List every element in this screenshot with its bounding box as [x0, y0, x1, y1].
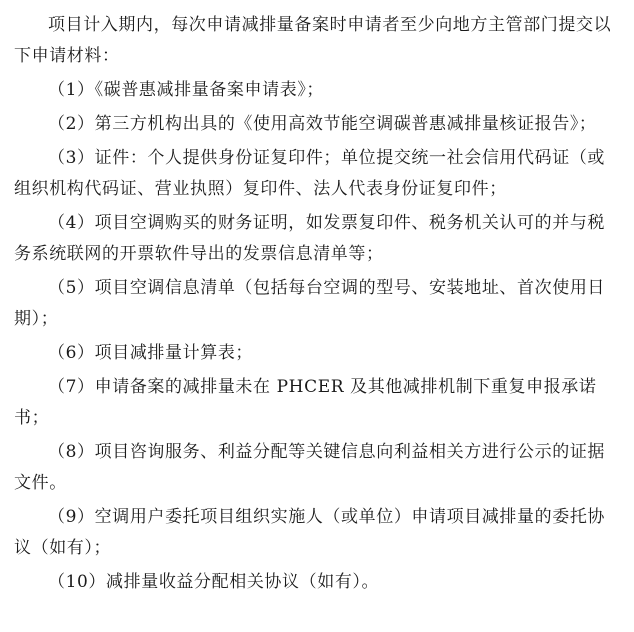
list-item-1: （1）《碳普惠减排量备案申请表》； [48, 80, 325, 100]
list-item-6: （6）项目减排量计算表； [48, 343, 254, 363]
list-item-8: （8）项目咨询服务、利益分配等关键信息向利益相关方进行公示的证据文件。 [14, 442, 606, 493]
list-item-5: （5）项目空调信息清单（包括每台空调的型号、安装地址、首次使用日期）； [14, 278, 606, 329]
list-item-9: （9）空调用户委托项目组织实施人（或单位）申请项目减排量的委托协议（如有）； [14, 507, 606, 558]
list-item-2: （2）第三方机构出具的《使用高效节能空调碳普惠减排量核证报告》； [48, 114, 597, 134]
list-item-3: （3）证件：个人提供身份证复印件；单位提交统一社会信用代码证（或组织机构代码证、营业执照）复印件、法人代表身份证复印件； [14, 148, 606, 199]
list-item-4: （4）项目空调购买的财务证明，如发票复印件、税务机关认可的并与税务系统联网的开票软件导出的发票信息清单等； [14, 213, 606, 264]
intro-paragraph: 项目计入期内，每次申请减排量备案时申请者至少向地方主管部门提交以下申请材料： [14, 15, 612, 66]
list-item-7: （7）申请备案的减排量未在 PHCER 及其他减排机制下重复申报承诺书； [14, 377, 597, 428]
list-item-10: （10）减排量收益分配相关协议（如有）。 [48, 572, 380, 592]
